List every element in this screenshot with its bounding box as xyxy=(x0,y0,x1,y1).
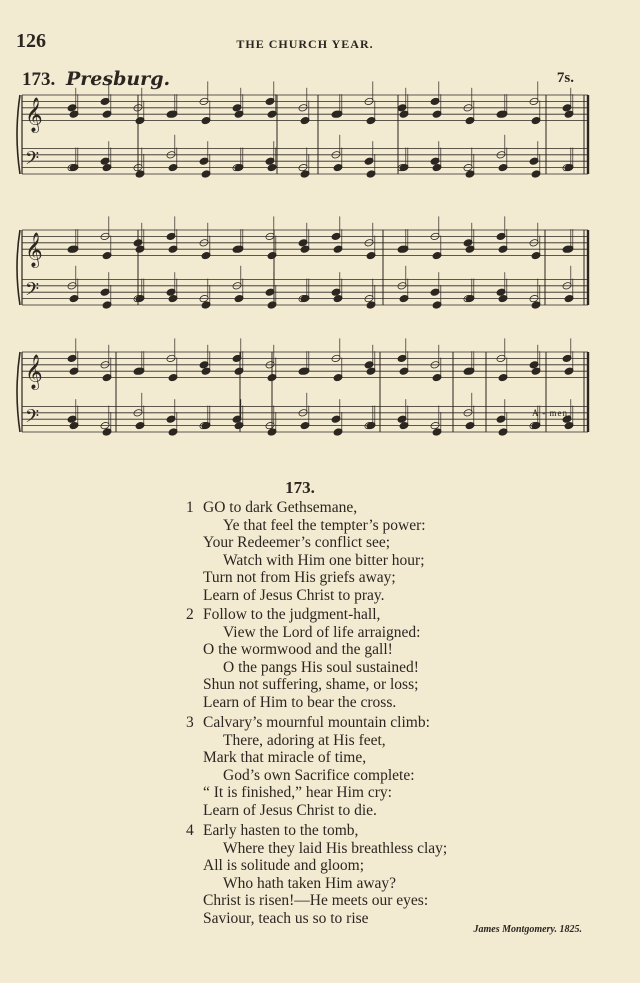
stanza-number: 1 xyxy=(186,499,194,516)
verse-line: God’s own Sacrifice complete: xyxy=(223,766,415,784)
verse-line: Calvary’s mournful mountain climb: xyxy=(203,714,430,731)
verse-line: Where they laid His breathless clay; xyxy=(223,839,448,857)
verse-line: Early hasten to the tomb, xyxy=(203,822,359,839)
bass-clef-icon: 𝄢 xyxy=(25,148,40,174)
bass-clef-icon: 𝄢 xyxy=(25,279,40,305)
verse-line: O the wormwood and the gall! xyxy=(203,641,393,658)
stanza-number: 3 xyxy=(186,714,194,731)
verse-line: Mark that miracle of time, xyxy=(203,749,367,766)
author-credit: James Montgomery. 1825. xyxy=(473,924,582,935)
system-brace xyxy=(17,95,20,174)
verse-line: Christ is risen!—He meets our eyes: xyxy=(203,892,429,909)
tune-number: 173. xyxy=(22,69,56,90)
stanza-2 xyxy=(186,606,420,711)
verse-line: Watch with Him one bitter hour; xyxy=(223,551,425,569)
amen-label: A - men. xyxy=(532,408,572,418)
verse-line: Saviour, teach us so to rise xyxy=(203,909,369,927)
treble-clef-icon: 𝄞 xyxy=(25,97,43,133)
running-title: THE CHURCH YEAR. xyxy=(236,37,374,51)
tune-name: Presburg. xyxy=(66,68,171,90)
verse-line: All is solitude and gloom; xyxy=(203,857,365,874)
verse-line: Who hath taken Him away? xyxy=(223,874,397,892)
verse-line: GO to dark Gethsemane, xyxy=(203,499,358,516)
verse-line: View the Lord of life arraigned: xyxy=(223,623,421,641)
stanza-3 xyxy=(186,714,430,819)
treble-clef-icon: 𝄞 xyxy=(25,232,43,268)
verse-line: Turn not from His griefs away; xyxy=(203,569,396,586)
system-brace xyxy=(17,230,20,305)
verse-line: Shun not suffering, shame, or loss; xyxy=(203,676,419,693)
page-number: 126 xyxy=(16,30,46,52)
system-brace xyxy=(17,352,20,432)
verse-line: Ye that feel the tempter’s power: xyxy=(223,516,426,534)
music-score xyxy=(0,0,640,470)
stanza-1 xyxy=(186,499,426,604)
hymn-number: 173. xyxy=(285,478,315,497)
treble-clef-icon: 𝄞 xyxy=(25,354,43,390)
stanza-number: 4 xyxy=(186,822,194,839)
verse-line: O the pangs His soul sustained! xyxy=(223,658,419,676)
stanza-number: 2 xyxy=(186,606,194,623)
verse-line: “ It is finished,” hear Him cry: xyxy=(203,784,392,801)
verse-line: Follow to the judgment-hall, xyxy=(203,606,381,623)
verse-line: There, adoring at His feet, xyxy=(223,731,386,749)
verse-line: Learn of Jesus Christ to die. xyxy=(203,801,377,819)
bass-clef-icon: 𝄢 xyxy=(25,406,40,432)
verse-line: Learn of Him to bear the cross. xyxy=(203,693,397,711)
verse-line: Your Redeemer’s conflict see; xyxy=(203,534,391,551)
verse-line: Learn of Jesus Christ to pray. xyxy=(203,586,385,604)
stanza-4 xyxy=(186,822,447,927)
tune-meter: 7s. xyxy=(556,70,574,86)
